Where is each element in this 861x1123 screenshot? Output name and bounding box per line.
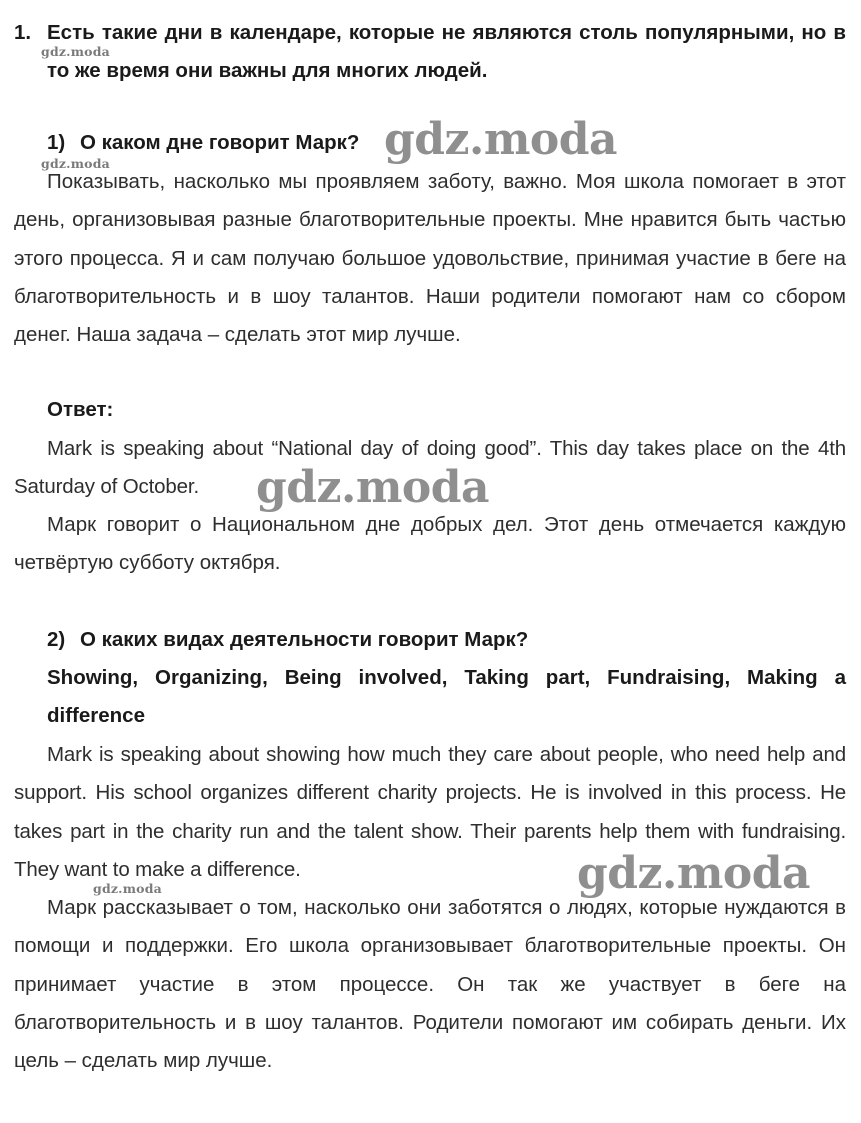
- watermark-small: gdz.moda: [41, 156, 110, 171]
- main-question: [14, 14, 846, 90]
- subquestion-2-number: 2): [47, 628, 66, 651]
- question-number: 1.: [14, 21, 32, 44]
- section2-keywords: Showing, Organizing, Being involved, Taking part, Fundraising, Making a difference: [47, 666, 846, 727]
- question-text: Есть такие дни в календаре, которые не являются столь популярными, но в то же время они важны для многих людей.: [47, 21, 846, 82]
- watermark-big: gdz.moda: [577, 848, 811, 899]
- section2-answer-ru: Марк рассказывает о том, насколько они заботятся о людях, которые нуждаются в помощи и поддержки. Его школа организовывает благотворительные проекты. Он принимает участие в этом процессе. Он так же участвует в беге на благотворительность и в шоу талантов. Родители помогают им собирать деньги. Их цель – сделать мир лучше.: [14, 896, 846, 1073]
- section1-text-ru: Показывать, насколько мы проявляем заботу, важно. Моя школа помогает в этот день, организовывая разные благотворительные проекты. Мне нравится быть частью этого процесса. Я и сам получаю большое удовольствие, принимая участие в беге на благотворительность и в шоу талантов. Наши родители помогают нам со сбором денег. Наша задача – сделать этот мир лучше.: [14, 170, 846, 347]
- watermark-small: gdz.moda: [41, 44, 110, 59]
- watermark-big: gdz.moda: [256, 462, 490, 513]
- subquestion-2: [47, 621, 528, 659]
- answer-label: Ответ:: [47, 398, 114, 421]
- watermark-small: gdz.moda: [93, 881, 162, 896]
- subquestion-1-number: 1): [47, 131, 66, 154]
- section1-answer-en: Mark is speaking about “National day of doing good”. This day takes place on the 4th Saturday of October.: [14, 437, 846, 499]
- watermark-big: gdz.moda: [384, 114, 618, 165]
- section2-answer-en: Mark is speaking about showing how much they care about people, who need help and support. His school organizes different charity projects. He is involved in this process. He takes part in the charity run and the talent show. Their parents help them with fundraising. They want to make a difference.: [14, 743, 846, 881]
- subquestion-2-text: О каких видах деятельности говорит Марк?: [80, 628, 529, 651]
- section1-answer-ru: Марк говорит о Национальном дне добрых дел. Этот день отмечается каждую четвёртую субботу октября.: [14, 513, 846, 575]
- subquestion-1-text: О каком дне говорит Марк?: [80, 131, 360, 154]
